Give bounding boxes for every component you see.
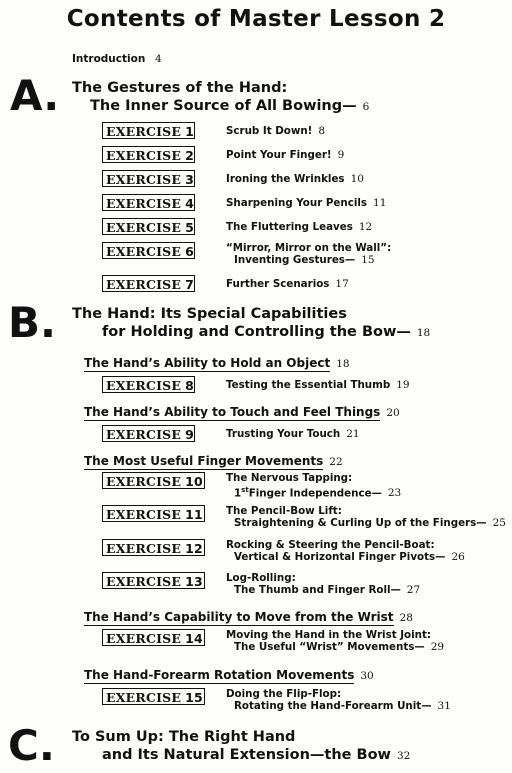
exercise-title-7: Further Scenarios 17 <box>226 278 349 290</box>
exercise-title-14: Moving the Hand in the Wrist Joint: The Useful “Wrist” Movements— 29 <box>226 629 445 653</box>
exercise-title-1: Scrub It Down! 8 <box>226 125 326 137</box>
section-a-line2: The Inner Source of All Bowing— <box>90 98 357 114</box>
subsection-label: The Hand’s Ability to Touch and Feel Things <box>84 405 381 419</box>
exercise-box-11[interactable] <box>102 505 205 522</box>
exercise-label: EXERCISE <box>106 378 182 393</box>
exercise-number: 5 <box>185 220 194 235</box>
exercise-box-3[interactable] <box>102 170 195 187</box>
subsection-label: The Hand’s Capability to Move from the Wrist <box>84 610 394 624</box>
exercise-label: EXERCISE <box>106 172 182 187</box>
section-b-heading[interactable] <box>72 305 430 342</box>
exercise-label: EXERCISE <box>106 148 182 163</box>
subsection-finger-movements[interactable] <box>84 450 343 469</box>
exercise-number: 7 <box>185 277 194 292</box>
subsection-page: 18 <box>336 358 350 370</box>
subsection-rotation[interactable] <box>84 664 374 683</box>
section-a-letter: A. <box>10 71 60 120</box>
exercise-number: 15 <box>185 690 203 705</box>
exercise-title-9: Trusting Your Touch 21 <box>226 428 360 440</box>
exercise-box-15[interactable] <box>102 688 205 705</box>
exercise-label: EXERCISE <box>106 541 182 556</box>
exercise-title-6: “Mirror, Mirror on the Wall”: Inventing Gestures— 15 <box>226 242 392 266</box>
exercise-number: 9 <box>185 427 194 442</box>
section-c-letter: C. <box>8 721 55 770</box>
subsection-page: 22 <box>329 456 343 468</box>
subsection-label: The Hand’s Ability to Hold an Object <box>84 356 331 370</box>
exercise-number: 2 <box>185 148 194 163</box>
exercise-box-12[interactable] <box>102 539 205 556</box>
exercise-box-6[interactable] <box>102 242 195 259</box>
subsection-label: The Most Useful Finger Movements <box>84 454 324 468</box>
section-c-line2: and Its Natural Extension—the Bow <box>102 747 391 763</box>
exercise-title-2: Point Your Finger! 9 <box>226 149 345 161</box>
exercise-title-8: Testing the Essential Thumb 19 <box>226 379 410 391</box>
section-b-line2: for Holding and Controlling the Bow— <box>102 324 411 340</box>
exercise-box-14[interactable] <box>102 629 205 646</box>
exercise-number: 6 <box>185 244 194 259</box>
exercise-label: EXERCISE <box>106 507 182 522</box>
section-a-heading[interactable] <box>72 79 369 116</box>
introduction-entry[interactable] <box>72 53 162 65</box>
exercise-number: 8 <box>185 378 194 393</box>
section-a-page: 6 <box>362 101 370 113</box>
page-title: Contents of Master Lesson 2 <box>66 6 446 32</box>
exercise-box-5[interactable] <box>102 218 195 235</box>
exercise-title-5: The Fluttering Leaves 12 <box>226 221 373 233</box>
exercise-number: 12 <box>185 541 203 556</box>
section-a-line1: The Gestures of the Hand: <box>72 80 288 96</box>
exercise-number: 14 <box>185 631 203 646</box>
exercise-label: EXERCISE <box>106 244 182 259</box>
exercise-title-15: Doing the Flip-Flop: Rotating the Hand-Forearm Unit— 31 <box>226 688 451 712</box>
exercise-label: EXERCISE <box>106 474 182 489</box>
subsection-page: 30 <box>360 670 374 682</box>
exercise-label: EXERCISE <box>106 220 182 235</box>
introduction-label: Introduction <box>72 53 146 65</box>
exercise-box-13[interactable] <box>102 572 205 589</box>
exercise-number: 10 <box>185 474 203 489</box>
exercise-label: EXERCISE <box>106 690 182 705</box>
exercise-label: EXERCISE <box>106 427 182 442</box>
exercise-label: EXERCISE <box>106 574 182 589</box>
subsection-page: 20 <box>386 407 400 419</box>
section-b-page: 18 <box>416 327 431 339</box>
exercise-title-10: The Nervous Tapping: 1stFinger Independence— 23 <box>226 472 402 500</box>
section-b-line1: The Hand: Its Special Capabilities <box>72 306 347 322</box>
subsection-wrist[interactable] <box>84 606 413 625</box>
section-c-heading[interactable] <box>72 728 410 765</box>
exercise-title-13: Log-Rolling: The Thumb and Finger Roll— 27 <box>226 572 421 596</box>
exercise-box-7[interactable] <box>102 275 195 292</box>
exercise-box-9[interactable] <box>102 425 195 442</box>
exercise-box-8[interactable] <box>102 376 195 393</box>
exercise-number: 1 <box>185 124 194 139</box>
subsection-hold-object[interactable] <box>84 352 350 371</box>
exercise-label: EXERCISE <box>106 277 182 292</box>
exercise-box-2[interactable] <box>102 146 195 163</box>
section-c-page: 32 <box>396 750 411 762</box>
subsection-page: 28 <box>399 612 413 624</box>
section-c-line1: To Sum Up: The Right Hand <box>72 729 296 745</box>
exercise-number: 4 <box>185 196 194 211</box>
exercise-box-10[interactable] <box>102 472 205 489</box>
exercise-label: EXERCISE <box>106 124 182 139</box>
exercise-label: EXERCISE <box>106 631 182 646</box>
exercise-box-4[interactable] <box>102 194 195 211</box>
introduction-page: 4 <box>154 53 162 65</box>
exercise-box-1[interactable] <box>102 122 195 139</box>
exercise-title-11: The Pencil-Bow Lift: Straightening & Curling Up of the Fingers— 25 <box>226 505 506 529</box>
exercise-title-4: Sharpening Your Pencils 11 <box>226 197 387 209</box>
exercise-number: 3 <box>185 172 194 187</box>
exercise-number: 13 <box>185 574 203 589</box>
exercise-title-12: Rocking & Steering the Pencil-Boat: Vertical & Horizontal Finger Pivots— 26 <box>226 539 465 563</box>
exercise-label: EXERCISE <box>106 196 182 211</box>
section-b-letter: B. <box>8 298 56 347</box>
subsection-label: The Hand-Forearm Rotation Movements <box>84 668 355 682</box>
exercise-title-3: Ironing the Wrinkles 10 <box>226 173 364 185</box>
exercise-number: 11 <box>185 507 203 522</box>
subsection-touch-feel[interactable] <box>84 401 400 420</box>
